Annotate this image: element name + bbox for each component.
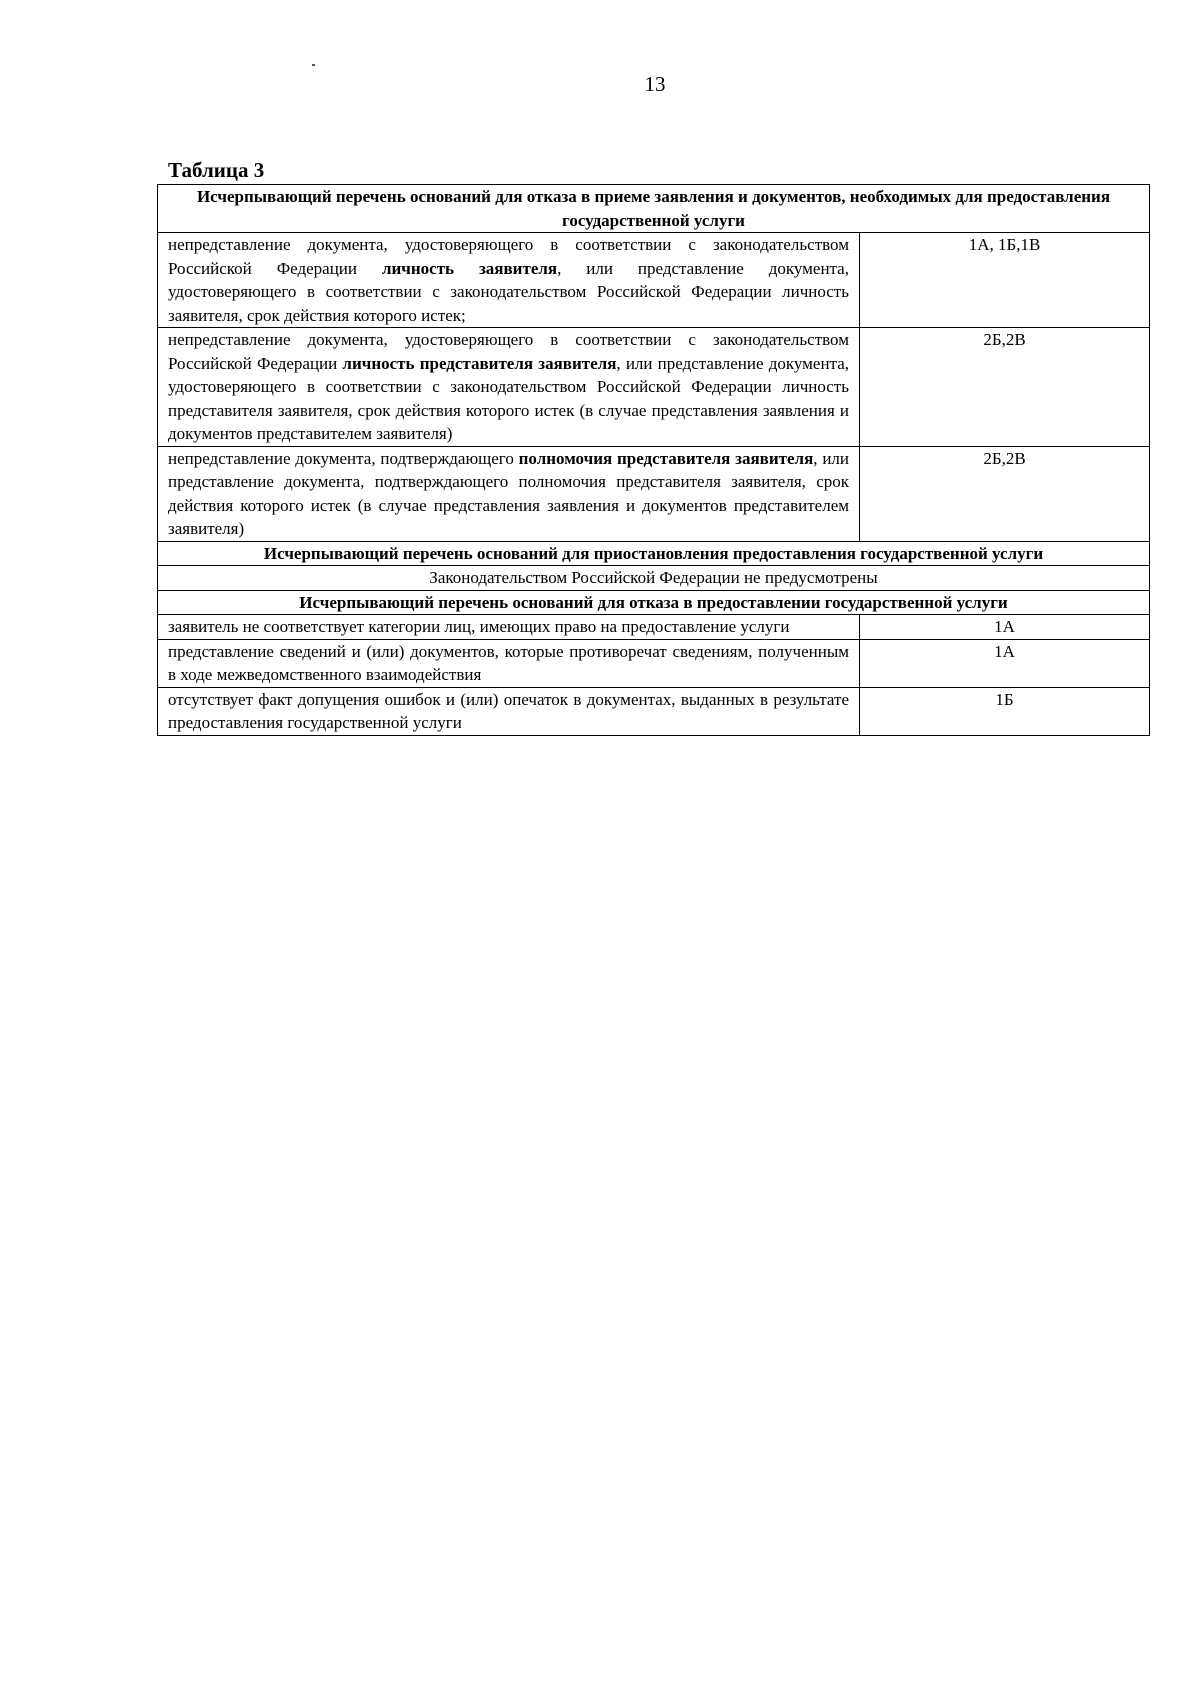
reason-text: , или представление документа, удостоверяющего в соответствии с законодательством Российской Федерации личность заявителя, срок действия которого истек; — [168, 258, 849, 325]
table-row — [158, 615, 1150, 640]
section-note-suspension: Законодательством Российской Федерации не предусмотрены — [158, 566, 1150, 591]
table-caption: Таблица 3 — [168, 158, 265, 182]
page-number: 13 — [644, 72, 666, 96]
grounds-table — [157, 184, 1150, 736]
code-cell: 1А — [860, 639, 1150, 687]
reason-cell — [158, 233, 860, 328]
reason-text: , или представление документа, подтверждающего полномочия представителя заявителя, срок действия которого истек (в случае представления заявления и документов представителем заявителя) — [168, 448, 849, 538]
reason-emphasis: полномочия представителя заявителя — [518, 448, 814, 468]
section-title-refusal-provision: Исчерпывающий перечень оснований для отказа в предоставлении государственной услуги — [158, 590, 1150, 615]
scan-artifact — [312, 64, 315, 66]
code-cell: 2Б,2В — [860, 328, 1150, 447]
section-note-row — [158, 566, 1150, 591]
reason-text: непредставление документа, удостоверяющего в соответствии с законодательством Российской Федерации — [168, 235, 849, 278]
code-cell: 1А, 1Б,1В — [860, 233, 1150, 328]
table-row — [158, 446, 1150, 541]
code-cell: 1А — [860, 615, 1150, 640]
reason-emphasis: личность заявителя — [381, 258, 558, 278]
reason-cell: заявитель не соответствует категории лиц, имеющих право на предоставление услуги — [158, 615, 860, 640]
reason-cell — [158, 446, 860, 541]
reason-cell: отсутствует факт допущения ошибок и (или) опечаток в документах, выданных в результате предоставления государственной услуги — [158, 687, 860, 735]
section-title-suspension: Исчерпывающий перечень оснований для приостановления предоставления государственной услуги — [158, 541, 1150, 566]
reason-text: непредставление документа, удостоверяющего в соответствии с законодательством Российской Федерации — [168, 330, 849, 373]
table-row — [158, 233, 1150, 328]
code-cell: 2Б,2В — [860, 446, 1150, 541]
reason-text: , или представление документа, удостоверяющего в соответствии с законодательством Российской Федерации личность представителя заявителя, срок действия которого истек (в случае представления заявления и документов представителем заявителя) — [168, 353, 849, 443]
section-header-row — [158, 541, 1150, 566]
reason-cell — [158, 328, 860, 447]
reason-text: непредставление документа, подтверждающего — [168, 448, 519, 468]
section-title-refusal-acceptance: Исчерпывающий перечень оснований для отказа в приеме заявления и документов, необходимых для предоставления государственной услуги — [158, 185, 1150, 233]
table-row — [158, 687, 1150, 735]
section-header-row — [158, 590, 1150, 615]
reason-cell: представление сведений и (или) документов, которые противоречат сведениям, полученным в ходе межведомственного взаимодействия — [158, 639, 860, 687]
table-row — [158, 639, 1150, 687]
section-header-row — [158, 185, 1150, 233]
reason-emphasis: личность представителя заявителя — [342, 353, 617, 373]
code-cell: 1Б — [860, 687, 1150, 735]
table-row — [158, 328, 1150, 447]
